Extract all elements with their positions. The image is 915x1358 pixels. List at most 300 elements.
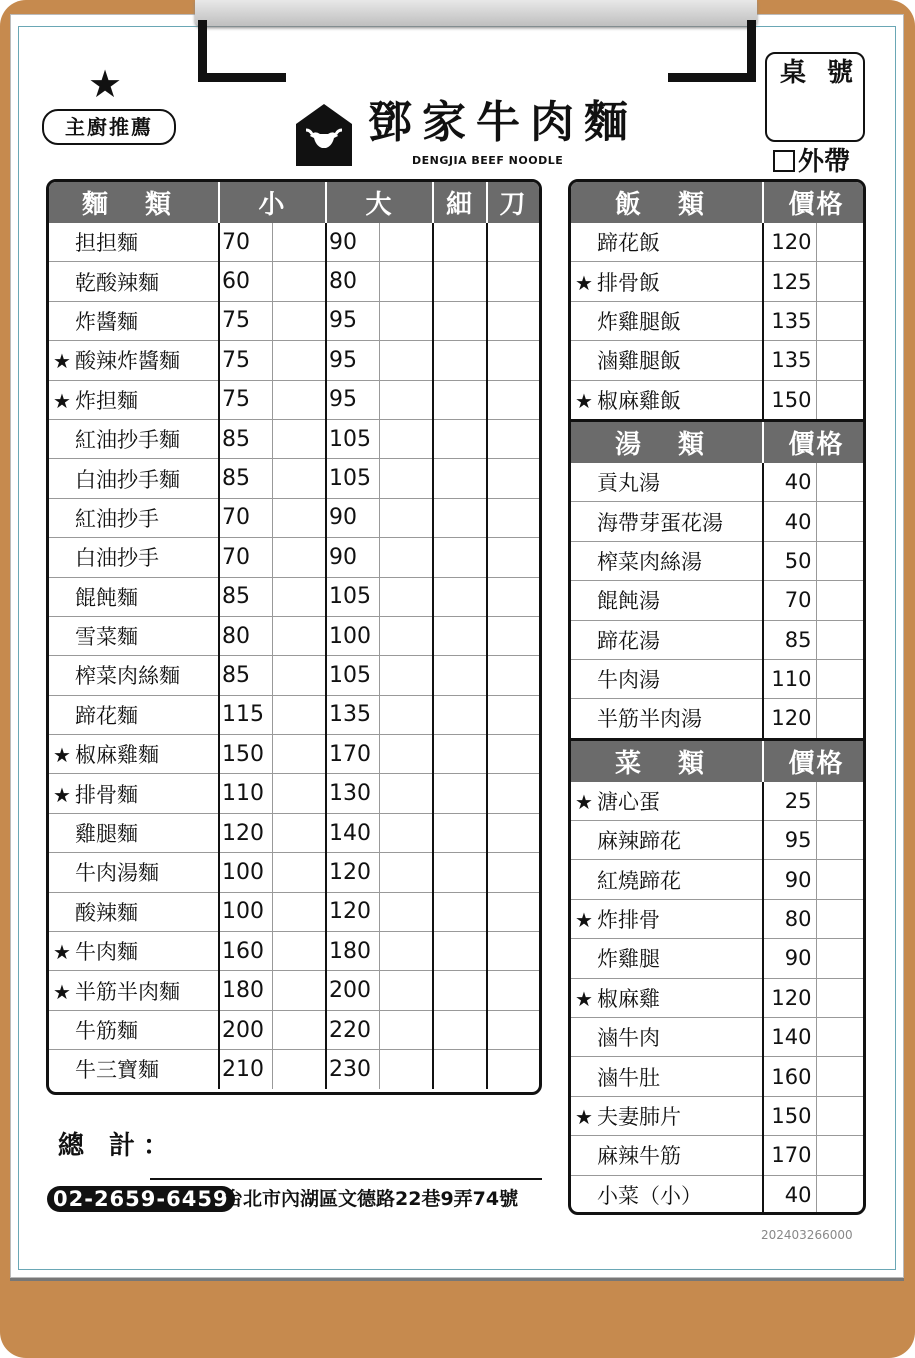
noodle-item bbox=[49, 656, 219, 695]
rice-qty-cell[interactable] bbox=[816, 341, 866, 380]
noodle-knife-cell[interactable] bbox=[487, 341, 539, 380]
dishes-item bbox=[571, 1096, 763, 1135]
dishes-qty-cell[interactable] bbox=[816, 1096, 866, 1135]
noodle-small-price: 85 bbox=[219, 656, 272, 695]
noodle-item bbox=[49, 1010, 219, 1049]
noodle-header-category: 麵 類 bbox=[49, 182, 219, 223]
noodle-item-name: 酸辣麵 bbox=[75, 900, 138, 925]
noodle-small-qty-cell[interactable] bbox=[272, 853, 326, 892]
noodle-large-price: 90 bbox=[326, 223, 379, 262]
noodle-item-name: 乾酸辣麵 bbox=[75, 270, 159, 295]
dishes-item bbox=[571, 1018, 763, 1057]
dishes-qty-cell[interactable] bbox=[816, 1136, 866, 1175]
dishes-item-name: 滷牛肉 bbox=[597, 1026, 660, 1051]
dishes-row bbox=[571, 939, 866, 978]
noodle-item-name: 榨菜肉絲麵 bbox=[75, 664, 180, 689]
noodle-large-price: 140 bbox=[326, 813, 379, 852]
noodle-knife-cell[interactable] bbox=[487, 262, 539, 301]
soup-qty-cell[interactable] bbox=[816, 463, 866, 502]
noodle-item-name: 白油抄手 bbox=[75, 546, 159, 571]
dishes-item-price: 90 bbox=[763, 939, 816, 978]
noodle-item bbox=[49, 616, 219, 655]
noodle-small-price: 200 bbox=[219, 1010, 272, 1049]
noodle-row bbox=[49, 695, 539, 734]
soup-row bbox=[571, 541, 866, 580]
rice-row bbox=[571, 301, 866, 340]
soup-item-price: 120 bbox=[763, 699, 816, 739]
dishes-item-name: 炸雞腿 bbox=[597, 947, 660, 972]
noodle-item bbox=[49, 1050, 219, 1089]
noodle-small-price: 85 bbox=[219, 577, 272, 616]
noodle-knife-cell[interactable] bbox=[487, 656, 539, 695]
noodle-item-name: 酸辣炸醬麵 bbox=[75, 349, 180, 374]
dishes-item-name: 椒麻雞 bbox=[597, 986, 660, 1011]
noodle-thin-cell[interactable] bbox=[433, 616, 487, 655]
noodle-knife-cell[interactable] bbox=[487, 1010, 539, 1049]
noodle-header-large: 大 bbox=[326, 182, 433, 223]
noodle-row bbox=[49, 774, 539, 813]
soup-item bbox=[571, 581, 763, 620]
noodle-large-price: 90 bbox=[326, 498, 379, 537]
noodle-large-qty-cell[interactable] bbox=[379, 577, 433, 616]
dishes-item-price: 150 bbox=[763, 1096, 816, 1135]
noodle-knife-cell[interactable] bbox=[487, 577, 539, 616]
soup-item-price: 40 bbox=[763, 502, 816, 541]
noodle-large-qty-cell[interactable] bbox=[379, 262, 433, 301]
noodle-large-qty-cell[interactable] bbox=[379, 656, 433, 695]
noodle-small-price: 70 bbox=[219, 538, 272, 577]
dishes-qty-cell[interactable] bbox=[816, 939, 866, 978]
dishes-item-price: 25 bbox=[763, 782, 816, 821]
chef-recommend-badge: 主廚推薦 bbox=[42, 109, 176, 145]
noodle-small-price: 75 bbox=[219, 301, 272, 340]
rice-item-name: 椒麻雞飯 bbox=[597, 388, 681, 413]
soup-qty-cell[interactable] bbox=[816, 659, 866, 698]
rice-item-name: 滷雞腿飯 bbox=[597, 349, 681, 374]
noodle-item-name: 牛筋麵 bbox=[75, 1019, 138, 1043]
noodle-large-qty-cell[interactable] bbox=[379, 1050, 433, 1089]
rice-row bbox=[571, 380, 866, 420]
noodle-row bbox=[49, 932, 539, 971]
rice-item bbox=[571, 301, 763, 340]
dishes-qty-cell[interactable] bbox=[816, 978, 866, 1017]
noodle-knife-cell[interactable] bbox=[487, 538, 539, 577]
noodle-row bbox=[49, 498, 539, 537]
noodle-small-qty-cell[interactable] bbox=[272, 380, 326, 419]
noodle-large-qty-cell[interactable] bbox=[379, 735, 433, 774]
rice-qty-cell[interactable] bbox=[816, 262, 866, 301]
noodle-small-price: 80 bbox=[219, 616, 272, 655]
noodle-small-qty-cell[interactable] bbox=[272, 892, 326, 931]
rice-header-price: 價格 bbox=[763, 182, 866, 223]
noodle-knife-cell[interactable] bbox=[487, 892, 539, 931]
noodle-large-price: 80 bbox=[326, 262, 379, 301]
noodle-large-qty-cell[interactable] bbox=[379, 971, 433, 1010]
noodle-row bbox=[49, 341, 539, 380]
noodle-small-price: 70 bbox=[219, 498, 272, 537]
noodle-large-qty-cell[interactable] bbox=[379, 341, 433, 380]
noodle-item bbox=[49, 341, 219, 380]
noodle-row bbox=[49, 538, 539, 577]
noodle-large-price: 230 bbox=[326, 1050, 379, 1089]
noodle-small-price: 120 bbox=[219, 813, 272, 852]
noodle-row bbox=[49, 1010, 539, 1049]
noodle-thin-cell[interactable] bbox=[433, 853, 487, 892]
noodle-large-qty-cell[interactable] bbox=[379, 892, 433, 931]
noodle-knife-cell[interactable] bbox=[487, 932, 539, 971]
noodle-row bbox=[49, 223, 539, 262]
soup-item-name: 牛肉湯 bbox=[597, 668, 660, 693]
noodle-small-qty-cell[interactable] bbox=[272, 301, 326, 340]
dishes-qty-cell[interactable] bbox=[816, 899, 866, 938]
dishes-item-name: 麻辣蹄花 bbox=[597, 829, 681, 854]
dishes-item bbox=[571, 1136, 763, 1175]
noodle-item-name: 白油抄手麵 bbox=[75, 467, 180, 492]
noodle-thin-cell[interactable] bbox=[433, 813, 487, 852]
dishes-row bbox=[571, 899, 866, 938]
dishes-item-name: 滷牛肚 bbox=[597, 1065, 660, 1090]
noodle-thin-cell[interactable] bbox=[433, 892, 487, 931]
soup-row bbox=[571, 502, 866, 541]
noodle-small-price: 85 bbox=[219, 419, 272, 458]
noodle-thin-cell[interactable] bbox=[433, 301, 487, 340]
noodle-thin-cell[interactable] bbox=[433, 262, 487, 301]
noodle-thin-cell[interactable] bbox=[433, 498, 487, 537]
rice-row bbox=[571, 341, 866, 380]
phone-number: 02-2659-6459 bbox=[47, 1186, 235, 1212]
soup-item-price: 70 bbox=[763, 581, 816, 620]
noodle-thin-cell[interactable] bbox=[433, 419, 487, 458]
rice-row bbox=[571, 262, 866, 301]
noodle-knife-cell[interactable] bbox=[487, 459, 539, 498]
noodle-row bbox=[49, 262, 539, 301]
noodle-large-price: 135 bbox=[326, 695, 379, 734]
noodle-knife-cell[interactable] bbox=[487, 971, 539, 1010]
dishes-item-name: 紅燒蹄花 bbox=[597, 868, 681, 893]
noodle-small-qty-cell[interactable] bbox=[272, 932, 326, 971]
rice-item-name: 排骨飯 bbox=[597, 270, 660, 295]
soup-item-name: 貢丸湯 bbox=[597, 471, 660, 496]
dishes-row bbox=[571, 782, 866, 821]
noodle-thin-cell[interactable] bbox=[433, 380, 487, 419]
soup-item-price: 50 bbox=[763, 541, 816, 580]
noodle-small-price: 100 bbox=[219, 853, 272, 892]
soup-item-price: 85 bbox=[763, 620, 816, 659]
soup-header-category: 湯 類 bbox=[571, 420, 763, 463]
noodle-item-name: 蹄花麵 bbox=[75, 703, 138, 728]
noodle-small-price: 75 bbox=[219, 341, 272, 380]
dishes-qty-cell[interactable] bbox=[816, 860, 866, 899]
noodle-large-price: 180 bbox=[326, 932, 379, 971]
clip-bracket-right bbox=[668, 20, 756, 82]
noodle-item bbox=[49, 459, 219, 498]
noodle-large-qty-cell[interactable] bbox=[379, 498, 433, 537]
noodle-thin-cell[interactable] bbox=[433, 1010, 487, 1049]
noodle-large-qty-cell[interactable] bbox=[379, 538, 433, 577]
noodle-large-qty-cell[interactable] bbox=[379, 932, 433, 971]
soup-qty-cell[interactable] bbox=[816, 502, 866, 541]
noodle-header-thin: 細 bbox=[433, 182, 487, 223]
noodle-large-qty-cell[interactable] bbox=[379, 695, 433, 734]
noodle-small-qty-cell[interactable] bbox=[272, 813, 326, 852]
dishes-item bbox=[571, 978, 763, 1017]
dishes-item-name: 炸排骨 bbox=[597, 908, 660, 933]
takeout-checkbox[interactable] bbox=[773, 150, 795, 172]
noodle-menu bbox=[46, 179, 542, 1095]
noodle-small-price: 75 bbox=[219, 380, 272, 419]
dishes-item-name: 溏心蛋 bbox=[597, 789, 660, 814]
noodle-knife-cell[interactable] bbox=[487, 223, 539, 262]
dishes-qty-cell[interactable] bbox=[816, 1018, 866, 1057]
dishes-item bbox=[571, 821, 763, 860]
soup-row bbox=[571, 699, 866, 739]
noodle-row bbox=[49, 459, 539, 498]
noodle-item bbox=[49, 774, 219, 813]
dishes-item-name: 夫妻肺片 bbox=[597, 1105, 681, 1129]
soup-item-name: 蹄花湯 bbox=[597, 628, 660, 653]
soup-qty-cell[interactable] bbox=[816, 581, 866, 620]
noodle-large-qty-cell[interactable] bbox=[379, 380, 433, 419]
soup-item bbox=[571, 541, 763, 580]
noodle-item bbox=[49, 971, 219, 1010]
noodle-header-small: 小 bbox=[219, 182, 326, 223]
noodle-row bbox=[49, 616, 539, 655]
table-number-label: 桌 號 bbox=[780, 58, 860, 88]
soup-item-name: 海帶芽蛋花湯 bbox=[597, 510, 723, 535]
noodle-item-name: 雪菜麵 bbox=[75, 625, 138, 650]
recommend-star-icon: ★ bbox=[575, 1105, 593, 1129]
noodle-large-qty-cell[interactable] bbox=[379, 1010, 433, 1049]
noodle-item-name: 牛肉湯麵 bbox=[75, 861, 159, 886]
noodle-large-price: 105 bbox=[326, 419, 379, 458]
noodle-row bbox=[49, 419, 539, 458]
noodle-small-price: 150 bbox=[219, 735, 272, 774]
noodle-thin-cell[interactable] bbox=[433, 1050, 487, 1089]
dishes-row bbox=[571, 1136, 866, 1175]
noodle-large-price: 95 bbox=[326, 341, 379, 380]
rice-row bbox=[571, 223, 866, 262]
rice-qty-cell[interactable] bbox=[816, 380, 866, 420]
rice-item-price: 135 bbox=[763, 301, 816, 340]
soup-item bbox=[571, 502, 763, 541]
dishes-item bbox=[571, 899, 763, 938]
dishes-row bbox=[571, 821, 866, 860]
total-label: 總 計： bbox=[58, 1131, 178, 1161]
noodle-item bbox=[49, 301, 219, 340]
noodle-small-qty-cell[interactable] bbox=[272, 262, 326, 301]
dishes-item-price: 140 bbox=[763, 1018, 816, 1057]
soup-row bbox=[571, 620, 866, 659]
noodle-large-qty-cell[interactable] bbox=[379, 813, 433, 852]
noodle-small-price: 110 bbox=[219, 774, 272, 813]
rice-qty-cell[interactable] bbox=[816, 301, 866, 340]
dishes-item-price: 80 bbox=[763, 899, 816, 938]
noodle-row bbox=[49, 380, 539, 419]
recommend-star-icon: ★ bbox=[575, 789, 593, 814]
bull-logo-icon bbox=[288, 100, 360, 168]
noodle-thin-cell[interactable] bbox=[433, 577, 487, 616]
noodle-small-qty-cell[interactable] bbox=[272, 223, 326, 262]
dishes-header-price: 價格 bbox=[763, 739, 866, 782]
soup-row bbox=[571, 659, 866, 698]
noodle-thin-cell[interactable] bbox=[433, 341, 487, 380]
noodle-item bbox=[49, 892, 219, 931]
noodle-large-qty-cell[interactable] bbox=[379, 459, 433, 498]
soup-qty-cell[interactable] bbox=[816, 541, 866, 580]
rice-item bbox=[571, 262, 763, 301]
soup-item bbox=[571, 620, 763, 659]
dishes-row bbox=[571, 1057, 866, 1096]
noodle-knife-cell[interactable] bbox=[487, 498, 539, 537]
dishes-row bbox=[571, 1018, 866, 1057]
noodle-thin-cell[interactable] bbox=[433, 459, 487, 498]
noodle-item bbox=[49, 538, 219, 577]
noodle-small-qty-cell[interactable] bbox=[272, 459, 326, 498]
rice-item-name: 蹄花飯 bbox=[597, 231, 660, 256]
noodle-row bbox=[49, 735, 539, 774]
noodle-knife-cell[interactable] bbox=[487, 380, 539, 419]
noodle-large-price: 105 bbox=[326, 577, 379, 616]
noodle-item bbox=[49, 419, 219, 458]
noodle-thin-cell[interactable] bbox=[433, 538, 487, 577]
noodle-large-price: 130 bbox=[326, 774, 379, 813]
recommend-star-icon: ★ bbox=[53, 782, 71, 807]
noodle-knife-cell[interactable] bbox=[487, 616, 539, 655]
noodle-row bbox=[49, 813, 539, 852]
dishes-item-name: 麻辣牛筋 bbox=[597, 1144, 681, 1169]
dishes-qty-cell[interactable] bbox=[816, 1057, 866, 1096]
noodle-small-qty-cell[interactable] bbox=[272, 1050, 326, 1089]
noodle-large-price: 120 bbox=[326, 892, 379, 931]
soup-qty-cell[interactable] bbox=[816, 699, 866, 739]
noodle-large-qty-cell[interactable] bbox=[379, 419, 433, 458]
noodle-small-price: 180 bbox=[219, 971, 272, 1010]
dishes-qty-cell[interactable] bbox=[816, 821, 866, 860]
noodle-small-qty-cell[interactable] bbox=[272, 695, 326, 734]
recommend-star-icon: ★ bbox=[53, 743, 71, 768]
soup-row bbox=[571, 581, 866, 620]
dishes-header-row bbox=[571, 739, 866, 782]
dishes-item-price: 40 bbox=[763, 1175, 816, 1214]
noodle-thin-cell[interactable] bbox=[433, 971, 487, 1010]
dishes-item-name: 小菜（小） bbox=[597, 1183, 702, 1208]
noodle-small-price: 60 bbox=[219, 262, 272, 301]
takeout-option[interactable] bbox=[773, 147, 850, 177]
noodle-small-qty-cell[interactable] bbox=[272, 616, 326, 655]
noodle-knife-cell[interactable] bbox=[487, 301, 539, 340]
noodle-small-qty-cell[interactable] bbox=[272, 498, 326, 537]
soup-item-price: 40 bbox=[763, 463, 816, 502]
soup-item bbox=[571, 659, 763, 698]
rice-item-price: 120 bbox=[763, 223, 816, 262]
noodle-item-name: 牛肉麵 bbox=[75, 940, 138, 965]
noodle-thin-cell[interactable] bbox=[433, 656, 487, 695]
noodle-small-price: 160 bbox=[219, 932, 272, 971]
noodle-large-qty-cell[interactable] bbox=[379, 853, 433, 892]
dishes-item bbox=[571, 1175, 763, 1214]
recommend-star-icon: ★ bbox=[575, 270, 593, 295]
noodle-small-price: 85 bbox=[219, 459, 272, 498]
takeout-label: 外帶 bbox=[798, 147, 851, 177]
noodle-thin-cell[interactable] bbox=[433, 695, 487, 734]
soup-header-row bbox=[571, 420, 866, 463]
noodle-thin-cell[interactable] bbox=[433, 735, 487, 774]
soup-item-name: 餛飩湯 bbox=[597, 589, 660, 614]
noodle-item-name: 担担麵 bbox=[75, 231, 138, 256]
noodle-large-qty-cell[interactable] bbox=[379, 301, 433, 340]
noodle-thin-cell[interactable] bbox=[433, 932, 487, 971]
rice-item-price: 150 bbox=[763, 380, 816, 420]
soup-row bbox=[571, 463, 866, 502]
soup-qty-cell[interactable] bbox=[816, 620, 866, 659]
noodle-knife-cell[interactable] bbox=[487, 774, 539, 813]
recommend-star-icon: ★ bbox=[53, 979, 71, 1004]
noodle-small-qty-cell[interactable] bbox=[272, 774, 326, 813]
dishes-item-price: 120 bbox=[763, 978, 816, 1017]
restaurant-title: 鄧家牛肉麵 bbox=[368, 97, 638, 148]
noodle-item-name: 餛飩麵 bbox=[75, 585, 138, 610]
noodle-small-qty-cell[interactable] bbox=[272, 656, 326, 695]
clip-bracket-left bbox=[198, 20, 286, 82]
rice-item bbox=[571, 380, 763, 420]
dishes-row bbox=[571, 1175, 866, 1214]
noodle-small-qty-cell[interactable] bbox=[272, 419, 326, 458]
restaurant-title-en: DENGJIA BEEF NOODLE bbox=[412, 154, 564, 167]
dishes-row bbox=[571, 978, 866, 1017]
noodle-large-price: 120 bbox=[326, 853, 379, 892]
noodle-header-knife-cut: 刀 bbox=[487, 182, 539, 223]
dishes-item bbox=[571, 782, 763, 821]
noodle-knife-cell[interactable] bbox=[487, 419, 539, 458]
noodle-knife-cell[interactable] bbox=[487, 695, 539, 734]
noodle-small-qty-cell[interactable] bbox=[272, 538, 326, 577]
dishes-item bbox=[571, 939, 763, 978]
noodle-small-qty-cell[interactable] bbox=[272, 341, 326, 380]
address: 台北市內湖區文德路22巷9弄74號 bbox=[224, 1188, 519, 1210]
noodle-large-price: 95 bbox=[326, 380, 379, 419]
noodle-large-qty-cell[interactable] bbox=[379, 223, 433, 262]
noodle-small-qty-cell[interactable] bbox=[272, 735, 326, 774]
noodle-knife-cell[interactable] bbox=[487, 813, 539, 852]
dishes-qty-cell[interactable] bbox=[816, 1175, 866, 1214]
noodle-knife-cell[interactable] bbox=[487, 735, 539, 774]
soup-item-name: 榨菜肉絲湯 bbox=[597, 549, 702, 574]
noodle-knife-cell[interactable] bbox=[487, 853, 539, 892]
recommend-star-icon: ★ bbox=[53, 349, 71, 374]
noodle-small-qty-cell[interactable] bbox=[272, 577, 326, 616]
rice-item-price: 135 bbox=[763, 341, 816, 380]
noodle-small-qty-cell[interactable] bbox=[272, 1010, 326, 1049]
dishes-qty-cell[interactable] bbox=[816, 782, 866, 821]
noodle-large-qty-cell[interactable] bbox=[379, 616, 433, 655]
noodle-knife-cell[interactable] bbox=[487, 1050, 539, 1089]
noodle-thin-cell[interactable] bbox=[433, 223, 487, 262]
rice-qty-cell[interactable] bbox=[816, 223, 866, 262]
rice-header-row bbox=[571, 182, 866, 223]
noodle-thin-cell[interactable] bbox=[433, 774, 487, 813]
dishes-row bbox=[571, 860, 866, 899]
noodle-large-price: 170 bbox=[326, 735, 379, 774]
rice-item-name: 炸雞腿飯 bbox=[597, 309, 681, 334]
dishes-item bbox=[571, 1057, 763, 1096]
noodle-item-name: 炸醬麵 bbox=[75, 309, 138, 334]
serial-number: 202403266000 bbox=[761, 1228, 853, 1242]
noodle-large-qty-cell[interactable] bbox=[379, 774, 433, 813]
recommend-star-icon: ★ bbox=[53, 388, 71, 413]
noodle-row bbox=[49, 1050, 539, 1089]
recommend-star-icon: ★ bbox=[575, 388, 593, 413]
noodle-small-qty-cell[interactable] bbox=[272, 971, 326, 1010]
